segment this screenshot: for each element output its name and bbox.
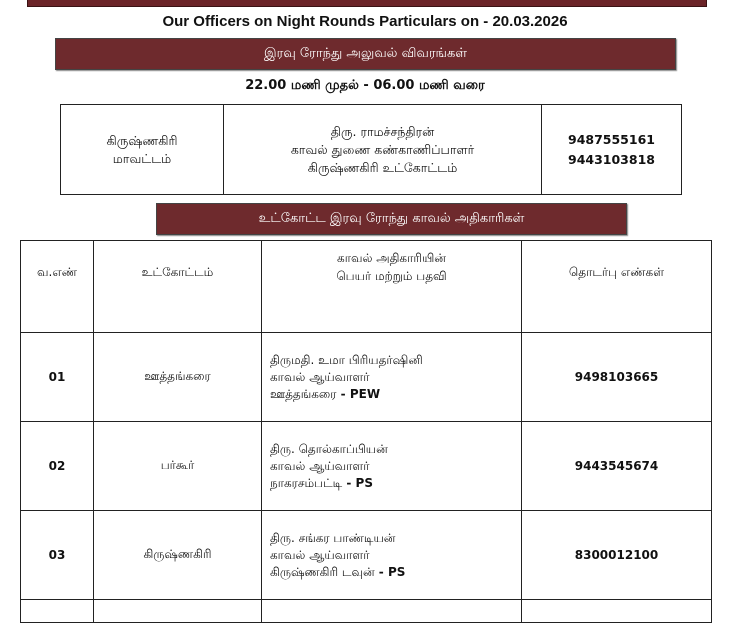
- district-officer-cell: [224, 105, 542, 195]
- district-officer-unit: கிருஷ்ணகிரி உட்கோட்டம்: [307, 159, 458, 175]
- district-phone-2: 9443103818: [568, 151, 655, 167]
- header-officer-line1: காவல் அதிகாரியின்: [337, 251, 446, 265]
- row-sno: 03: [21, 511, 94, 600]
- table-header-row: [21, 241, 712, 333]
- district-officer-rank: காவல் துணை கண்காணிப்பாளர்: [290, 141, 475, 157]
- station-code: - PEW: [336, 386, 381, 401]
- district-name-cell: [61, 105, 224, 195]
- header-officer-line2: பெயர் மற்றும் பதவி: [336, 269, 447, 283]
- header-unit: உட்கோட்டம்: [94, 241, 262, 333]
- row-phone: 9443545674: [522, 422, 712, 511]
- row-phone: 8300012100: [522, 511, 712, 600]
- officer-station: [270, 386, 520, 403]
- district-officer-row: [61, 105, 682, 195]
- row-phone: 9498103665: [522, 333, 712, 422]
- row-sno: [21, 600, 94, 623]
- station-code: - PS: [342, 475, 373, 490]
- district-phone-1: 9487555161: [568, 131, 655, 147]
- row-unit: ஊத்தங்கரை: [94, 333, 262, 422]
- officer-name: திருமதி. உமா பிரியதர்ஷினி: [270, 352, 423, 367]
- table-row: [21, 511, 712, 600]
- officer-name: திரு. தொல்காப்பியன்: [270, 441, 388, 456]
- night-patrol-banner: இரவு ரோந்து அலுவல் விவரங்கள்: [55, 38, 676, 70]
- table-row: [21, 333, 712, 422]
- subdivision-officers-table: [20, 240, 712, 623]
- district-name-line2: மாவட்டம்: [112, 150, 172, 166]
- table-row: [21, 422, 712, 511]
- row-sno: 02: [21, 422, 94, 511]
- row-officer: [262, 600, 522, 623]
- patrol-timing: 22.00 மணி முதல் - 06.00 மணி வரை: [245, 78, 485, 93]
- row-phone: [522, 600, 712, 623]
- district-officer-table: [60, 104, 682, 195]
- station-code: - PS: [374, 564, 406, 579]
- station-name: நாகரசம்பட்டி: [270, 475, 343, 490]
- header-contact: தொடர்பு எண்கள்: [522, 241, 712, 333]
- row-sno: 01: [21, 333, 94, 422]
- row-officer: [262, 511, 522, 600]
- officer-rank: காவல் ஆய்வாளர்: [270, 458, 370, 473]
- row-unit: [94, 600, 262, 623]
- officer-name: திரு. சங்கர பாண்டியன்: [270, 530, 396, 545]
- district-phone-cell: [542, 105, 682, 195]
- station-name: கிருஷ்ணகிரி டவுன்: [270, 564, 375, 579]
- officer-rank: காவல் ஆய்வாளர்: [270, 369, 370, 384]
- district-officer-name: திரு. ராமச்சந்திரன்: [330, 123, 435, 139]
- table-row-partial: [21, 600, 712, 623]
- row-unit: பர்கூர்: [94, 422, 262, 511]
- officer-rank: காவல் ஆய்வாளர்: [270, 547, 370, 562]
- district-name-line1: கிருஷ்ணகிரி: [106, 132, 178, 148]
- header-bar: [27, 0, 707, 7]
- subdivision-officers-banner: உட்கோட்ட இரவு ரோந்து காவல் அதிகாரிகள்: [156, 203, 627, 235]
- row-unit: கிருஷ்ணகிரி: [94, 511, 262, 600]
- header-officer: [262, 241, 522, 333]
- station-name: ஊத்தங்கரை: [270, 386, 337, 401]
- officer-station: [270, 564, 520, 581]
- officer-station: [270, 475, 520, 492]
- row-officer: [262, 333, 522, 422]
- header-sno: வ.எண்: [21, 241, 94, 333]
- row-officer: [262, 422, 522, 511]
- page-title: Our Officers on Night Rounds Particulars on - 20.03.2026: [162, 13, 568, 30]
